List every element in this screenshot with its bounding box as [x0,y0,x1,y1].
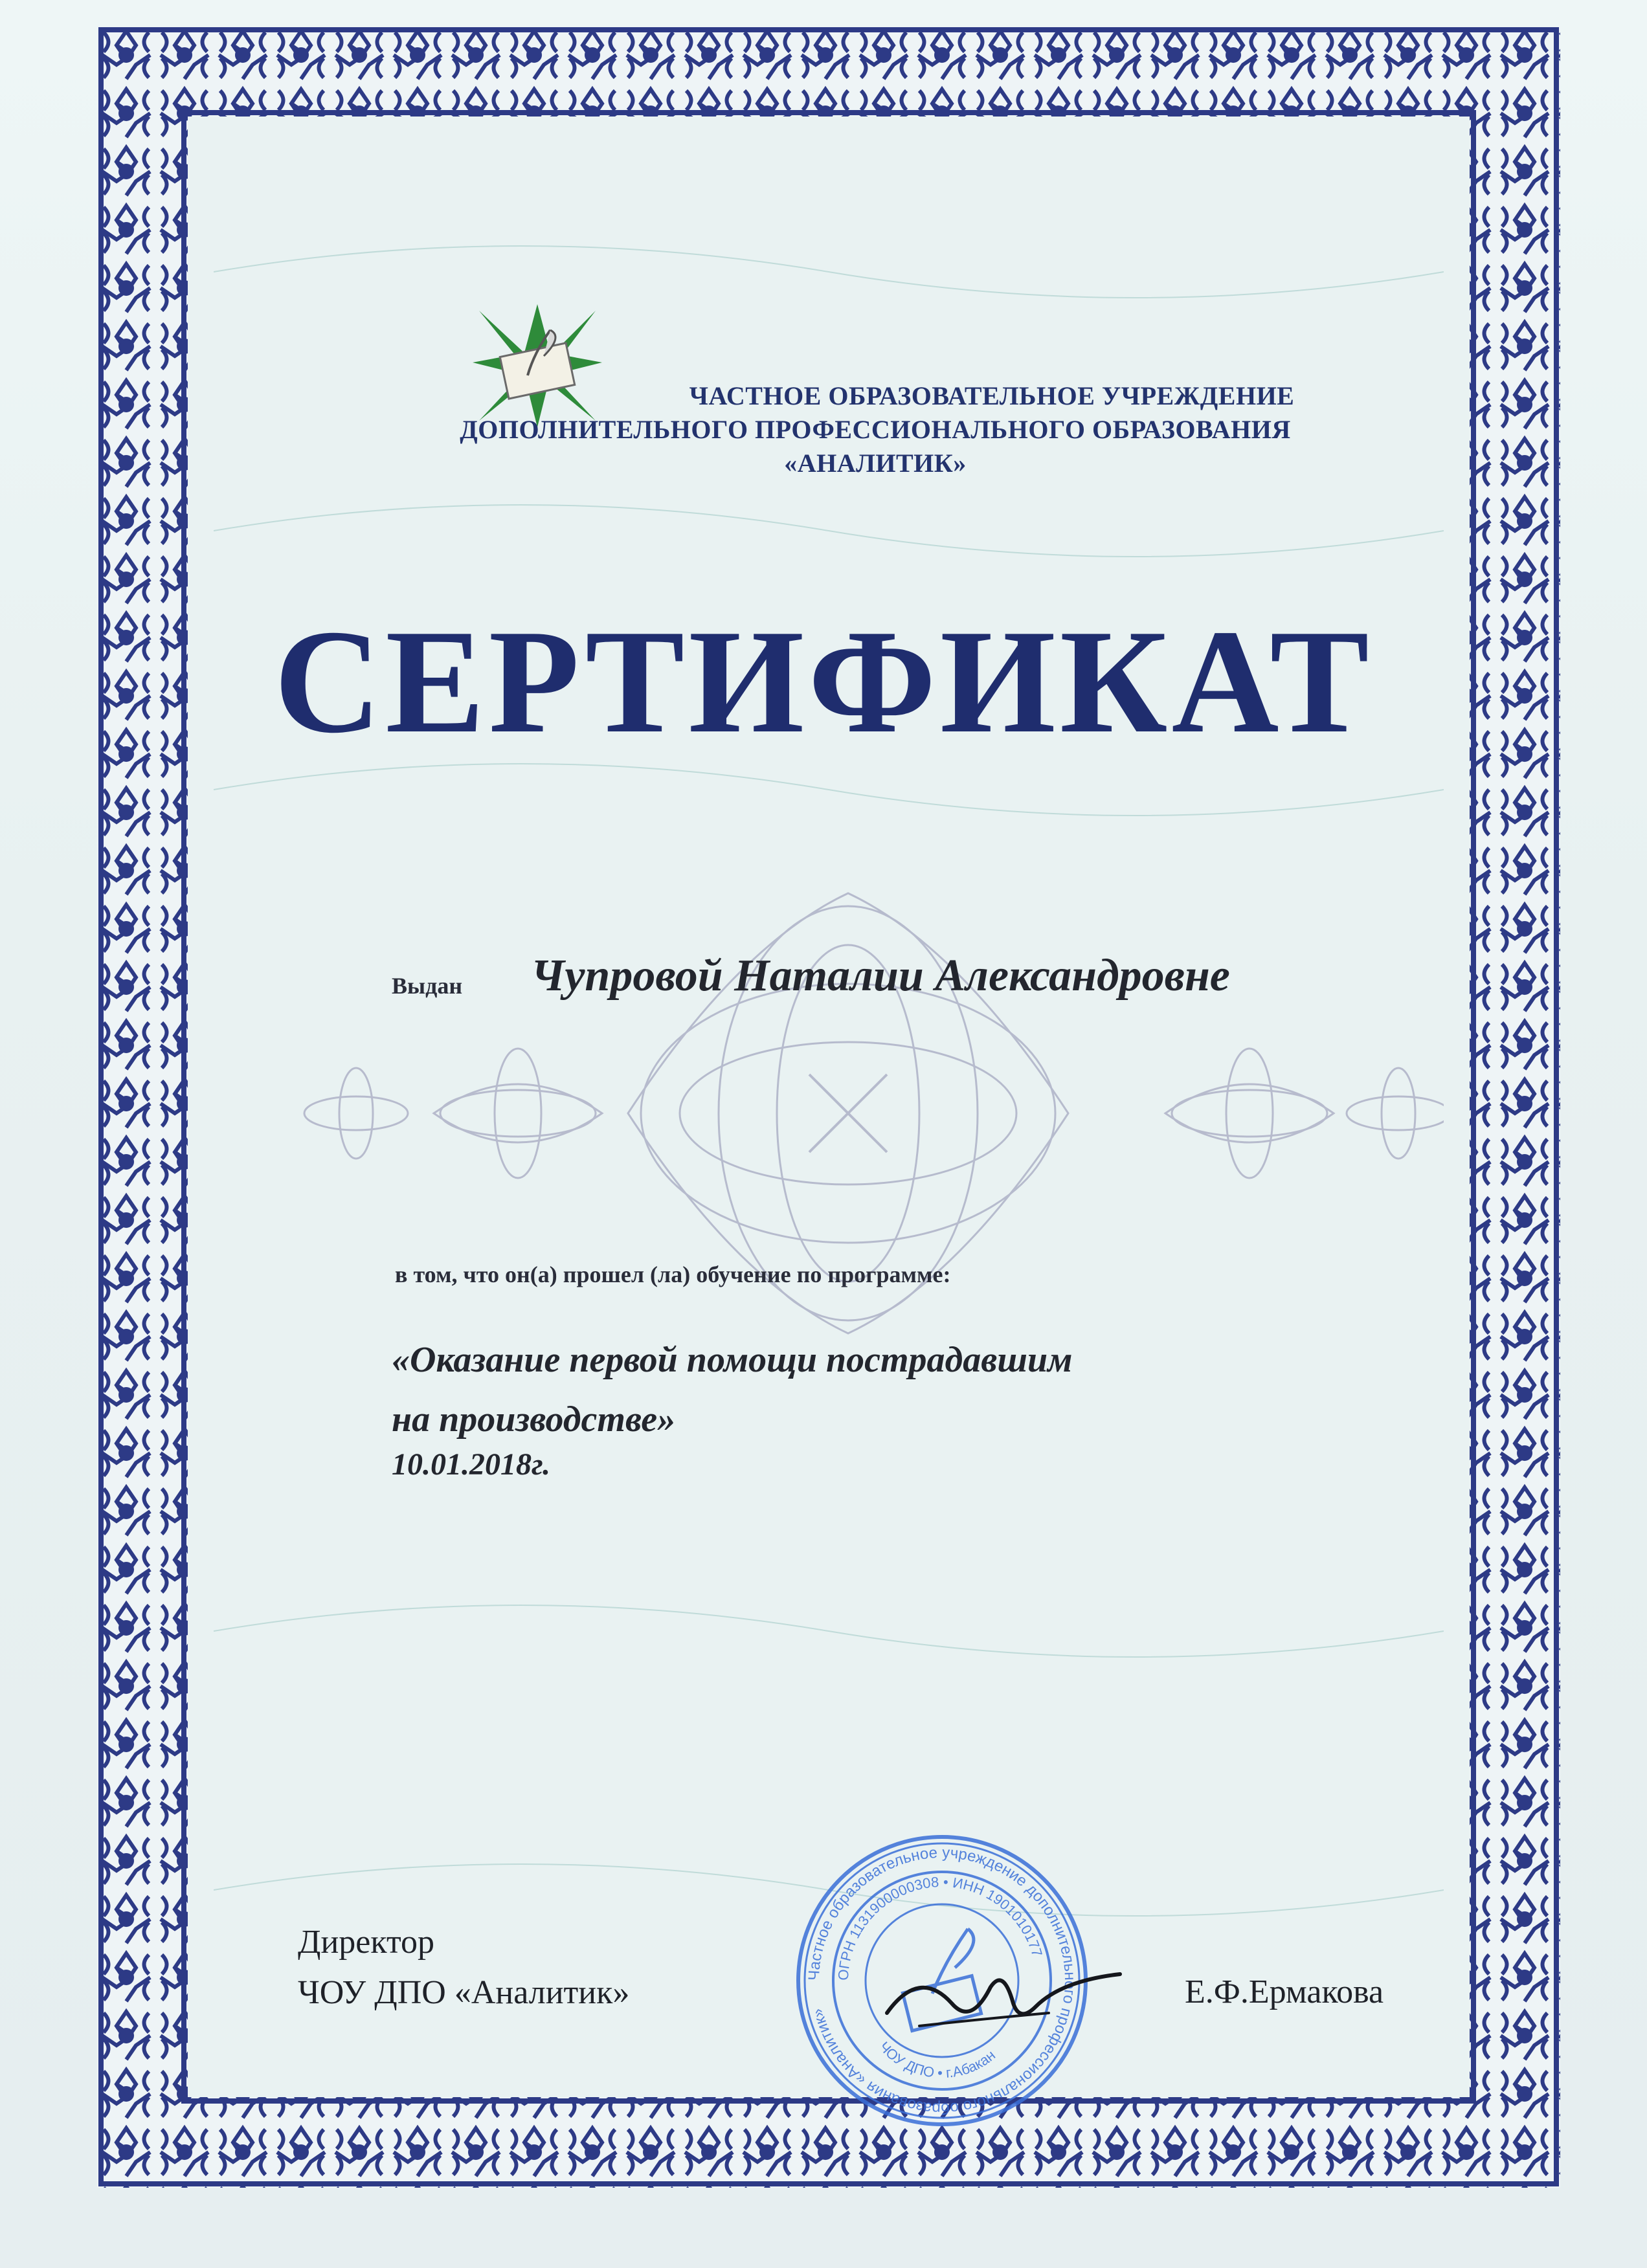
signatory-position-line-1: Директор [298,1924,434,1961]
organization-line-2: ДОПОЛНИТЕЛЬНОГО ПРОФЕССИОНАЛЬНОГО ОБРАЗОВАНИЯ [460,415,1291,444]
program-name [392,1330,1072,1449]
issue-date: 10.01.2018г. [392,1447,551,1482]
director-signature [880,1942,1126,2045]
signatory-position [298,1917,629,2018]
issued-label: Выдан [392,973,463,999]
recipient-name: Чупровой Наталии Александровне [531,951,1230,1001]
stamp-bottom-text: ЧОУ ДПО • г.Абакан [876,2038,999,2082]
stamp-inner-text: ОГРН 1131900000308 • ИНН 1901010177 [835,1873,1046,1981]
signatory-name: Е.Ф.Ермакова [1185,1973,1384,2010]
signatory-position-line-2: ЧОУ ДПО «Аналитик» [298,1974,630,2011]
program-line-2: на производстве» [392,1399,676,1440]
organization-line-3: «АНАЛИТИК» [784,449,967,478]
program-line-1: «Оказание первой помощи пострадавшим [392,1340,1073,1380]
basis-text: в том, что он(а) прошел (ла) обучение по программе: [395,1262,951,1287]
certificate-title: СЕРТИФИКАТ [274,599,1373,764]
organization-line-1: ЧАСТНОЕ ОБРАЗОВАТЕЛЬНОЕ УЧРЕЖДЕНИЕ [689,381,1295,410]
stamp-outer-text: Частное образовательное учреждение дополнительного профессионального образования «Аналитик» [805,1843,1079,2118]
